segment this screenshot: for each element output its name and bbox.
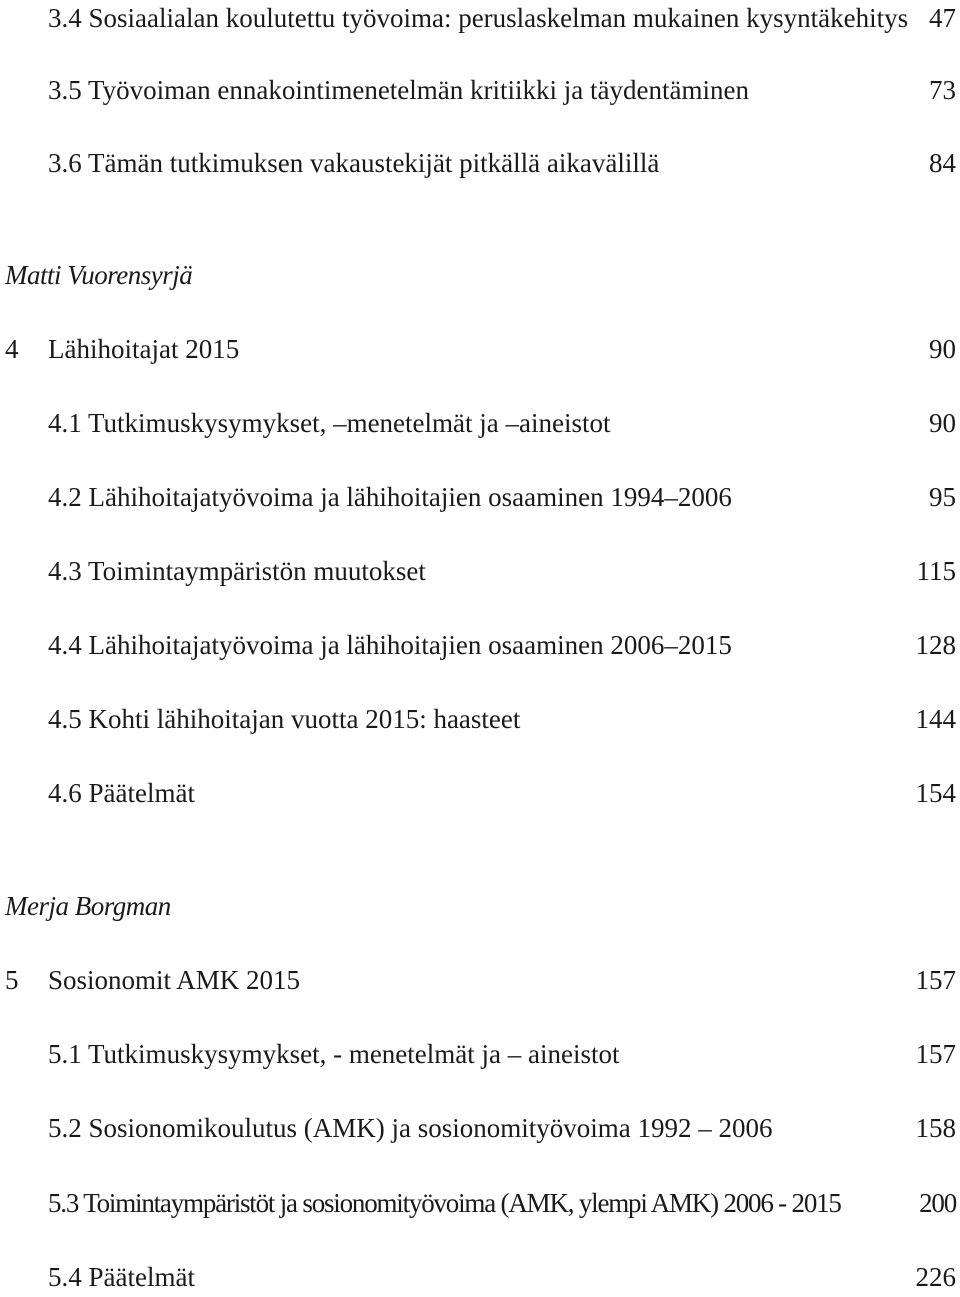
toc-entry-page: 95: [929, 482, 956, 512]
toc-entry-page: 226: [915, 1262, 956, 1292]
toc-entry-page: 47: [929, 3, 956, 33]
toc-entry-page: 115: [916, 556, 956, 586]
toc-entry-3-6[interactable]: [0, 143, 960, 183]
toc-entry-title: 3.5 Työvoiman ennakointimenetelmän kritiikki ja täydentäminen: [48, 75, 749, 105]
toc-entry-title: 5.1 Tutkimuskysymykset, - menetelmät ja – aineistot: [48, 1039, 620, 1069]
toc-entry-title: 5.2 Sosionomikoulutus (AMK) ja sosionomityövoima 1992 – 2006: [48, 1113, 773, 1143]
toc-chapter-title: Sosionomit AMK 2015: [48, 965, 301, 995]
toc-entry-title: 4.6 Päätelmät: [48, 778, 195, 808]
toc-entry-4-5[interactable]: [0, 699, 960, 739]
toc-entry-5-1[interactable]: [0, 1034, 960, 1074]
toc-entry-page: 154: [915, 778, 956, 808]
toc-entry-page: 144: [915, 704, 956, 734]
toc-entry-4-1[interactable]: [0, 403, 960, 443]
author-name: Matti Vuorensyrjä: [5, 260, 193, 290]
toc-entry-page: 128: [915, 630, 956, 660]
toc-entry-page: 73: [929, 75, 956, 105]
toc-entry-title: 5.4 Päätelmät: [48, 1262, 195, 1292]
toc-chapter-number: 4: [5, 334, 19, 364]
toc-entry-3-5[interactable]: [0, 70, 960, 110]
toc-chapter-5[interactable]: [0, 960, 960, 1000]
toc-chapter-title: Lähihoitajat 2015: [48, 334, 240, 364]
toc-entry-title: 4.3 Toimintaympäristön muutokset: [48, 556, 426, 586]
toc-entry-4-3[interactable]: [0, 551, 960, 591]
toc-entry-title: 4.2 Lähihoitajatyövoima ja lähihoitajien osaaminen 1994–2006: [48, 482, 732, 512]
toc-entry-5-2[interactable]: [0, 1108, 960, 1148]
toc-entry-title: 4.4 Lähihoitajatyövoima ja lähihoitajien osaaminen 2006–2015: [48, 630, 732, 660]
toc-entry-5-3[interactable]: [0, 1183, 960, 1223]
toc-chapter-number: 5: [5, 965, 19, 995]
toc-entry-page: 158: [915, 1113, 956, 1143]
toc-chapter-page: 157: [915, 965, 956, 995]
toc-entry-page: 90: [929, 408, 956, 438]
toc-entry-title: 4.5 Kohti lähihoitajan vuotta 2015: haasteet: [48, 704, 521, 734]
toc-entry-title: 3.6 Tämän tutkimuksen vakaustekijät pitkällä aikavälillä: [48, 148, 660, 178]
toc-entry-4-2[interactable]: [0, 477, 960, 517]
toc-entry-title: 4.1 Tutkimuskysymykset, –menetelmät ja –aineistot: [48, 408, 611, 438]
toc-entry-page: 84: [929, 148, 956, 178]
toc-entry-title: 3.4 Sosiaalialan koulutettu työvoima: peruslaskelman mukainen kysyntäkehitys: [48, 3, 909, 33]
toc-entry-5-4[interactable]: [0, 1257, 960, 1297]
toc-entry-4-4[interactable]: [0, 625, 960, 665]
toc-chapter-page: 90: [929, 334, 956, 364]
toc-entry-3-4[interactable]: [0, 0, 960, 38]
toc-entry-page: 200: [919, 1188, 956, 1218]
author-name: Merja Borgman: [5, 891, 171, 921]
toc-entry-title: 5.3 Toimintaympäristöt ja sosionomityövoima (AMK, ylempi AMK) 2006 - 2015: [48, 1188, 841, 1218]
toc-chapter-4[interactable]: [0, 329, 960, 369]
toc-entry-page: 157: [915, 1039, 956, 1069]
toc-entry-4-6[interactable]: [0, 773, 960, 813]
